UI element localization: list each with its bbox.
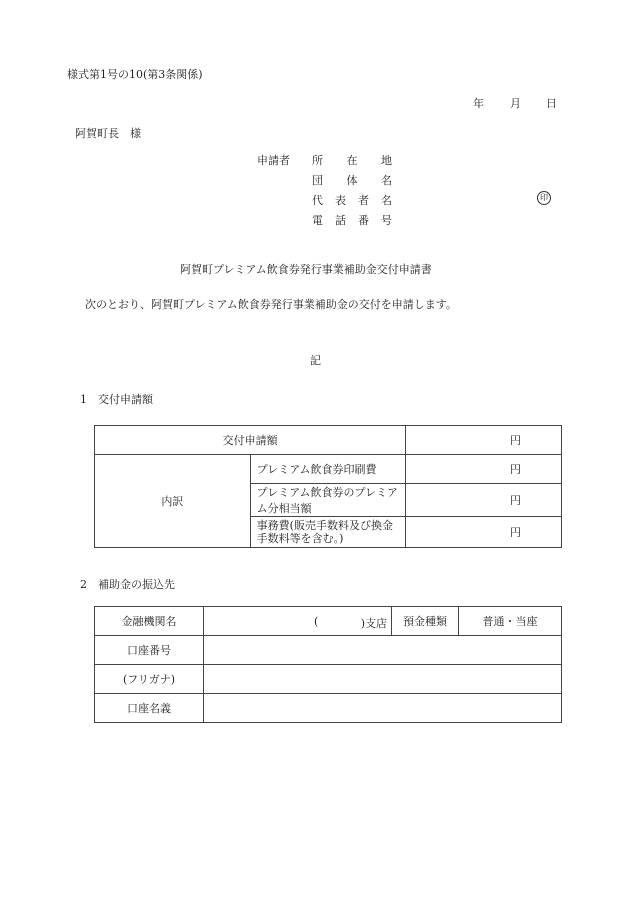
date-month: 月 (510, 97, 521, 110)
table-row (95, 636, 562, 665)
furigana-input[interactable] (204, 665, 562, 694)
account-holder-input[interactable] (204, 694, 562, 723)
date-year: 年 (473, 97, 484, 110)
seal-mark: 印 (537, 191, 551, 205)
breakdown-item-label: プレミアム飲食券印刷費 (250, 455, 406, 484)
branch-paren-open: ( (314, 615, 319, 628)
account-holder-label: 口座名義 (95, 694, 204, 723)
total-amount-cell[interactable]: 円 (406, 426, 562, 455)
applicant-address-label: 所 在 地 (312, 154, 392, 167)
document-title: 阿賀町プレミアム飲食券発行事業補助金交付申請書 (180, 263, 432, 276)
furigana-label: (フリガナ) (95, 665, 204, 694)
breakdown-label-cell: 内訳 (95, 455, 251, 548)
table-row (95, 694, 562, 723)
body-text: 次のとおり、阿賀町プレミアム飲食券発行事業補助金の交付を申請します。 (85, 298, 457, 311)
breakdown-amount-cell[interactable]: 円 (406, 517, 562, 548)
applicant-phone-label: 電 話 番 号 (312, 214, 392, 227)
addressee: 阿賀町長 様 (75, 127, 141, 140)
bank-name-input[interactable] (204, 607, 392, 636)
ki-mark: 記 (310, 354, 321, 367)
account-number-label: 口座番号 (95, 636, 204, 665)
table-row (95, 455, 562, 484)
table-row (95, 665, 562, 694)
breakdown-item-label: プレミアム飲食券のプレミアム分相当額 (250, 484, 406, 517)
breakdown-amount-cell[interactable]: 円 (406, 484, 562, 517)
breakdown-item-label: 事務費(販売手数料及び換金手数料等を含む。) (250, 517, 406, 548)
breakdown-amount-cell[interactable]: 円 (406, 455, 562, 484)
applicant-representative-label: 代 表 者 名 (312, 194, 392, 207)
applicant-organization-label: 団 体 名 (312, 174, 392, 187)
branch-suffix: )支店 (360, 617, 387, 630)
date-day: 日 (546, 97, 557, 110)
form-number: 様式第1号の10(第3条関係) (67, 68, 203, 81)
applicant-heading: 申請者 (257, 154, 290, 167)
total-label-cell: 交付申請額 (95, 426, 406, 455)
deposit-type-value[interactable]: 普通・当座 (459, 607, 562, 636)
account-number-input[interactable] (204, 636, 562, 665)
amount-table (94, 425, 562, 548)
table-row (95, 607, 562, 636)
bank-name-label: 金融機関名 (95, 607, 204, 636)
deposit-type-label: 預金種類 (392, 607, 459, 636)
bank-table (94, 606, 562, 723)
table-row (95, 426, 562, 455)
section2-heading: 2 補助金の振込先 (80, 578, 175, 591)
section1-heading: 1 交付申請額 (80, 393, 153, 406)
